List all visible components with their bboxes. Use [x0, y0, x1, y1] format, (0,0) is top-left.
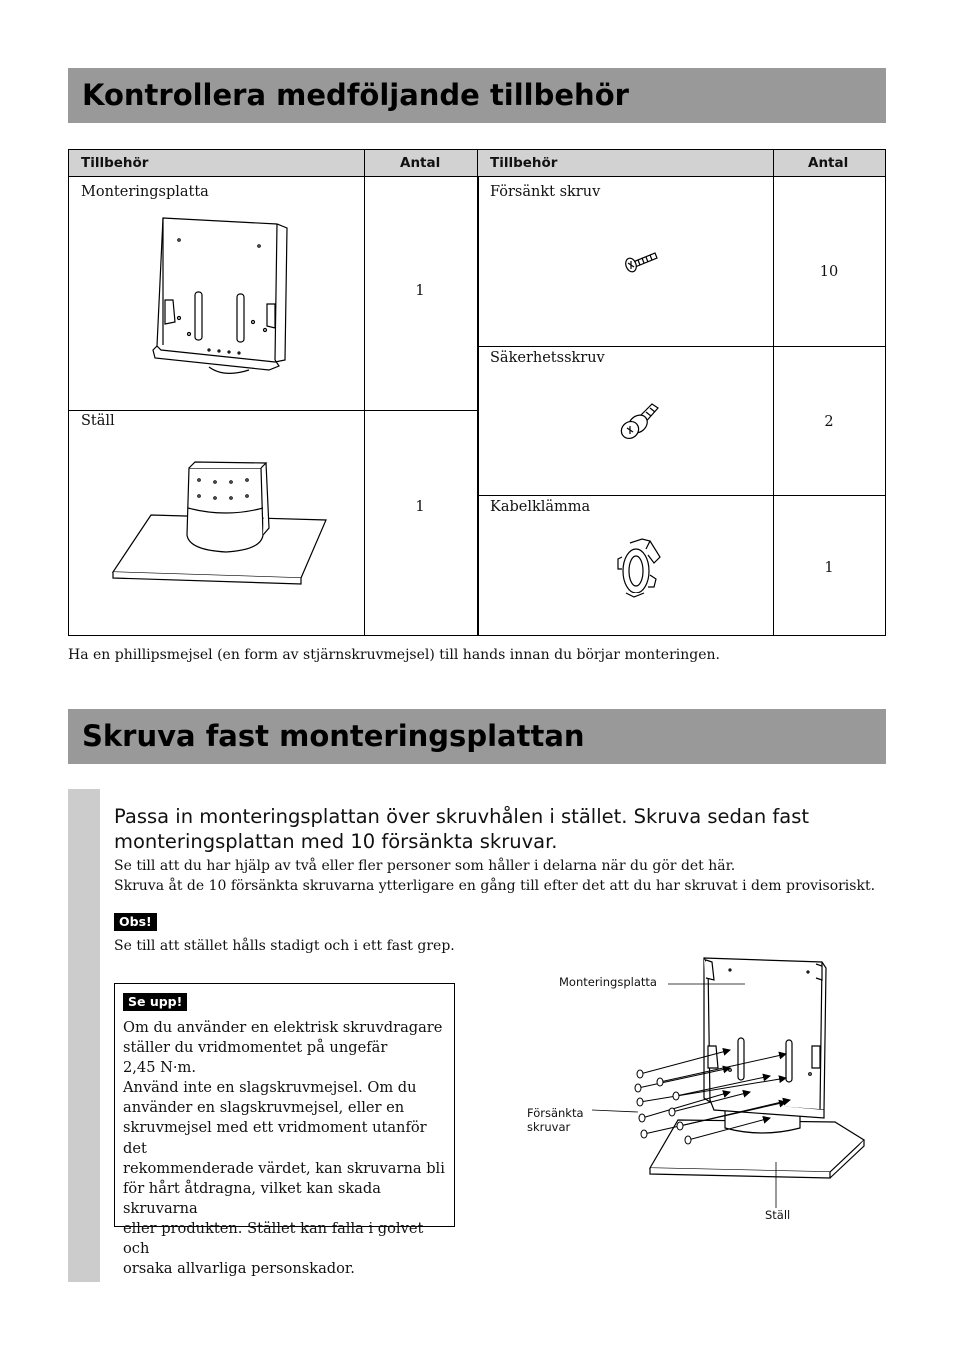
qty-safety-screw: 2 [824, 414, 834, 430]
accessories-table-right [477, 149, 886, 636]
tool-note: Ha en phillipsmejsel (en form av stjärnskruvmejsel) till hands innan du börjar monteringen. [68, 647, 720, 663]
column-header-qty: Antal [400, 155, 441, 171]
table-header [69, 150, 478, 177]
qty-countersunk-screw: 10 [819, 264, 839, 280]
qty-cable-clamp: 1 [824, 560, 834, 576]
qty-stand: 1 [415, 499, 425, 515]
caution-line: skruvmejsel med ett vridmoment utanför det [123, 1119, 427, 1157]
caution-line: eller produkten. Stället kan falla i golvet och [123, 1219, 424, 1258]
countersunk-screw-drawing [623, 248, 663, 276]
item-label-mounting-plate: Monteringsplatta [81, 184, 209, 200]
assembly-illustration [580, 950, 870, 1210]
step-instruction-text-2: Skruva åt de 10 försänkta skruvarna ytterligare en gång till efter det att du har skruvat i dem provisoriskt. [114, 878, 876, 894]
item-label-cable-clamp: Kabelklämma [490, 499, 591, 515]
caution-line: orsaka allvarliga personskador. [123, 1260, 355, 1278]
illustration-label-stand: Ställ [765, 1208, 791, 1222]
step-instruction-text-1: Se till att du har hjälp av två eller fler personer som håller i delarna när du gör det här. [114, 858, 736, 874]
accessories-table-left [68, 149, 479, 636]
illustration-label-screws: Försänkta skruvar [527, 1106, 584, 1134]
cable-clamp-drawing [616, 535, 666, 601]
caution-line: använder en slagskruvmejsel, eller en [123, 1099, 405, 1117]
mounting-plate-drawing [149, 210, 299, 380]
item-label-safety-screw: Säkerhetsskruv [490, 350, 605, 366]
caution-line: Om du använder en elektrisk skruvdragare [123, 1019, 443, 1036]
obs-text: Se till att stället hålls stadigt och i ett fast grep. [114, 938, 455, 954]
section-heading-accessories: Kontrollera medföljande tillbehör [68, 68, 886, 123]
caution-line: för hårt åtdragna, vilket kan skada skruvarna [123, 1179, 381, 1217]
obs-tag: Obs! [114, 913, 157, 931]
safety-screw-drawing [616, 398, 664, 444]
qty-mounting-plate: 1 [415, 283, 425, 299]
item-label-stand: Ställ [81, 413, 115, 429]
caution-line: Använd inte en slagskruvmejsel. Om du [123, 1079, 417, 1097]
table-header [478, 150, 885, 177]
item-label-countersunk-screw: Försänkt skruv [490, 184, 601, 200]
step-side-bar [68, 789, 100, 1282]
caution-line: ställer du vridmomentet på ungefär [123, 1039, 388, 1057]
caution-box [114, 983, 455, 1278]
column-header-item: Tillbehör [490, 155, 558, 171]
section-heading-mounting: Skruva fast monteringsplattan [68, 709, 886, 764]
accessories-table [68, 149, 886, 636]
column-header-qty: Antal [808, 155, 849, 171]
caution-line: rekommenderade värdet, kan skruvarna bli [123, 1159, 445, 1177]
stand-drawing [111, 460, 331, 585]
step-instruction-title: Passa in monteringsplattan över skruvhålen i stället. Skruva sedan fast monteringsplattan med 10 försänkta skruvar. [114, 805, 810, 853]
illustration-label-plate: Monteringsplatta [559, 975, 657, 989]
caution-tag: Se upp! [123, 993, 187, 1011]
column-header-item: Tillbehör [81, 155, 149, 171]
caution-line: 2,45 N·m. [123, 1059, 197, 1077]
caution-text [123, 1018, 449, 1279]
